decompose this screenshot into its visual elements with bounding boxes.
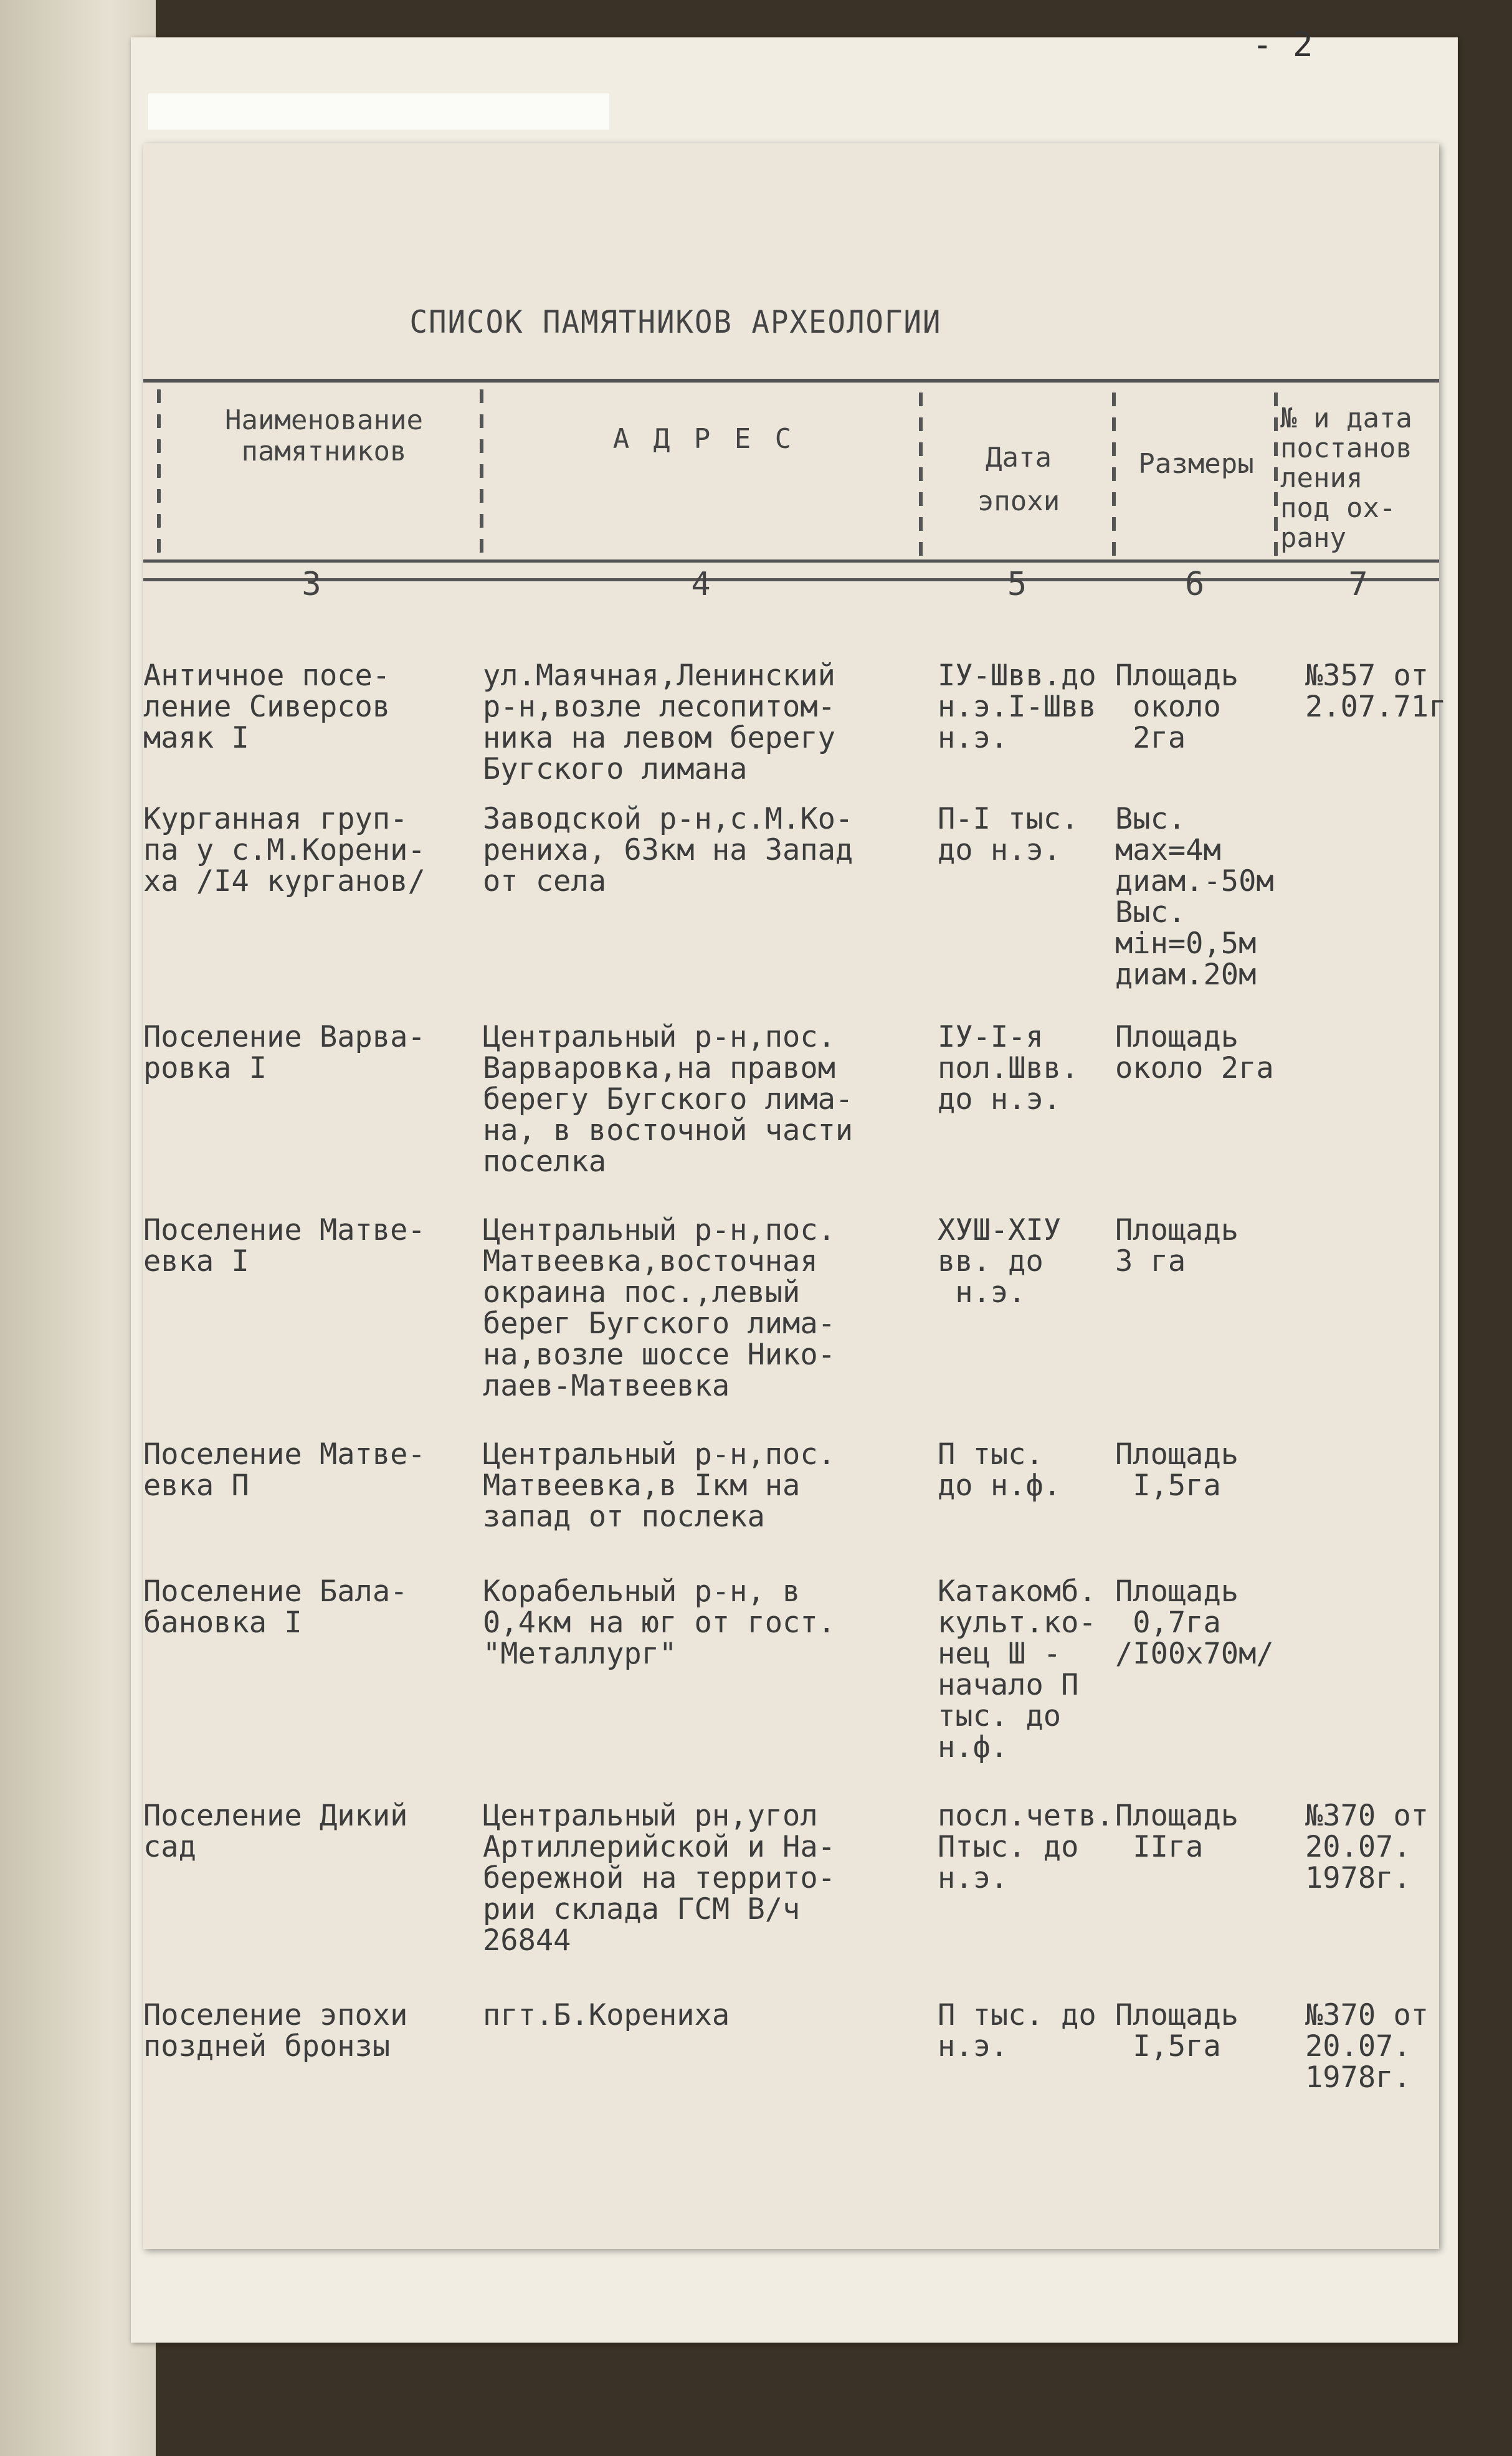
monument-size: Площадь около 2га — [1115, 659, 1239, 755]
monument-name: Поселение Дикий сад — [143, 1799, 408, 1864]
header-protection: № и дата постанов ления под ох- рану — [1280, 402, 1412, 554]
monument-address: Центральный рн,угол Артиллерийской и На- бережной на террито- рии склада ГСМ В/ч 26844 — [483, 1799, 835, 1958]
column-separator — [480, 389, 483, 558]
header-number: 5 — [1007, 566, 1027, 603]
header-top-rule — [143, 379, 1439, 383]
header-address: А Д Р Е С — [612, 423, 796, 455]
paper-strip — [148, 93, 609, 130]
monument-date: IУ-I-я пол.Швв. до н.э. — [938, 1020, 1079, 1116]
monument-name: Курганная груп- па у с.М.Корени- ха /I4 курганов/ — [143, 802, 426, 898]
monument-size: Площадь около 2га — [1115, 1020, 1274, 1085]
monument-address: Корабельный р-н, в 0,4км на юг от гост. "Металлург" — [483, 1574, 835, 1671]
monument-name: Античное посе- ление Сиверсов маяк I — [143, 659, 391, 755]
header-number: 7 — [1348, 566, 1368, 603]
header-number: 3 — [302, 566, 321, 603]
document-title: СПИСОК ПАМЯТНИКОВ АРХЕОЛОГИИ — [409, 304, 942, 340]
monument-protection: №357 от 2.07.71г — [1305, 659, 1447, 724]
document-sheet — [143, 143, 1447, 2249]
header-name: Наименование памятников — [225, 404, 423, 467]
monument-name: Поселение Матве- евка I — [143, 1213, 426, 1278]
monument-size: Площадь I,5га — [1115, 1998, 1239, 2063]
column-separator — [157, 389, 161, 558]
header-number: 6 — [1184, 566, 1205, 603]
monument-date: П тыс. до н.э. — [938, 1998, 1096, 2063]
monument-size: Площадь IIга — [1115, 1799, 1239, 1864]
header-number: 4 — [691, 566, 711, 603]
header-size: Размеры — [1138, 448, 1254, 480]
monument-date: П тыс. до н.ф. — [938, 1437, 1062, 1503]
monument-date: ХУШ-ХIУ вв. до н.э. — [938, 1213, 1062, 1310]
column-separator — [1274, 393, 1278, 558]
monument-date: посл.четв. Птыс. до н.э. — [938, 1799, 1114, 1895]
column-separator — [1112, 393, 1116, 558]
column-separator — [919, 393, 923, 558]
monument-address: Центральный р-н,пос. Матвеевка,в Iкм на запад от послека — [483, 1437, 835, 1534]
monument-date: IУ-Швв.до н.э.I-Швв н.э. — [938, 659, 1096, 755]
monument-address: Центральный р-н,пос. Матвеевка,восточная окраина пос.,левый берег Бугского лима- на,возле шоссе Нико- лаев-Матвеевка — [483, 1213, 835, 1403]
monument-name: Поселение Бала- бановка I — [143, 1574, 408, 1640]
monument-protection: №370 от 20.07. 1978г. — [1305, 1799, 1429, 1895]
monument-address: Заводской р-н,с.М.Ко- рениха, 63км на Запад от села — [483, 802, 853, 898]
header-date: Дата эпохи — [977, 442, 1060, 517]
monument-protection: №370 от 20.07. 1978г. — [1305, 1998, 1429, 2095]
monument-size: Площадь 0,7га /I00x70м/ — [1115, 1574, 1274, 1671]
monument-name: Поселение эпохи поздней бронзы — [143, 1998, 408, 2063]
header-bottom-rule — [143, 559, 1439, 563]
monument-size: Выс. мах=4м диам.-50м Выс. мiн=0,5м диам.20м — [1115, 802, 1274, 992]
page-number: - 2 — [1252, 25, 1313, 64]
monument-size: Площадь 3 га — [1115, 1213, 1239, 1278]
monument-name: Поселение Варва- ровка I — [143, 1020, 426, 1085]
monument-name: Поселение Матве- евка П — [143, 1437, 426, 1503]
monument-date: Катакомб. культ.ко- нец Ш - начало П тыс. до н.ф. — [938, 1574, 1096, 1764]
monument-address: ул.Маячная,Ленинский р-н,возле лесопитом- ника на левом берегу Бугского лимана — [483, 659, 835, 786]
monument-date: П-I тыс. до н.э. — [938, 802, 1079, 867]
monument-size: Площадь I,5га — [1115, 1437, 1239, 1503]
monument-address: Центральный р-н,пос. Варваровка,на правом берегу Бугского лима- на, в восточной части поселка — [483, 1020, 853, 1179]
monument-address: пгт.Б.Корениха — [483, 1998, 730, 2032]
